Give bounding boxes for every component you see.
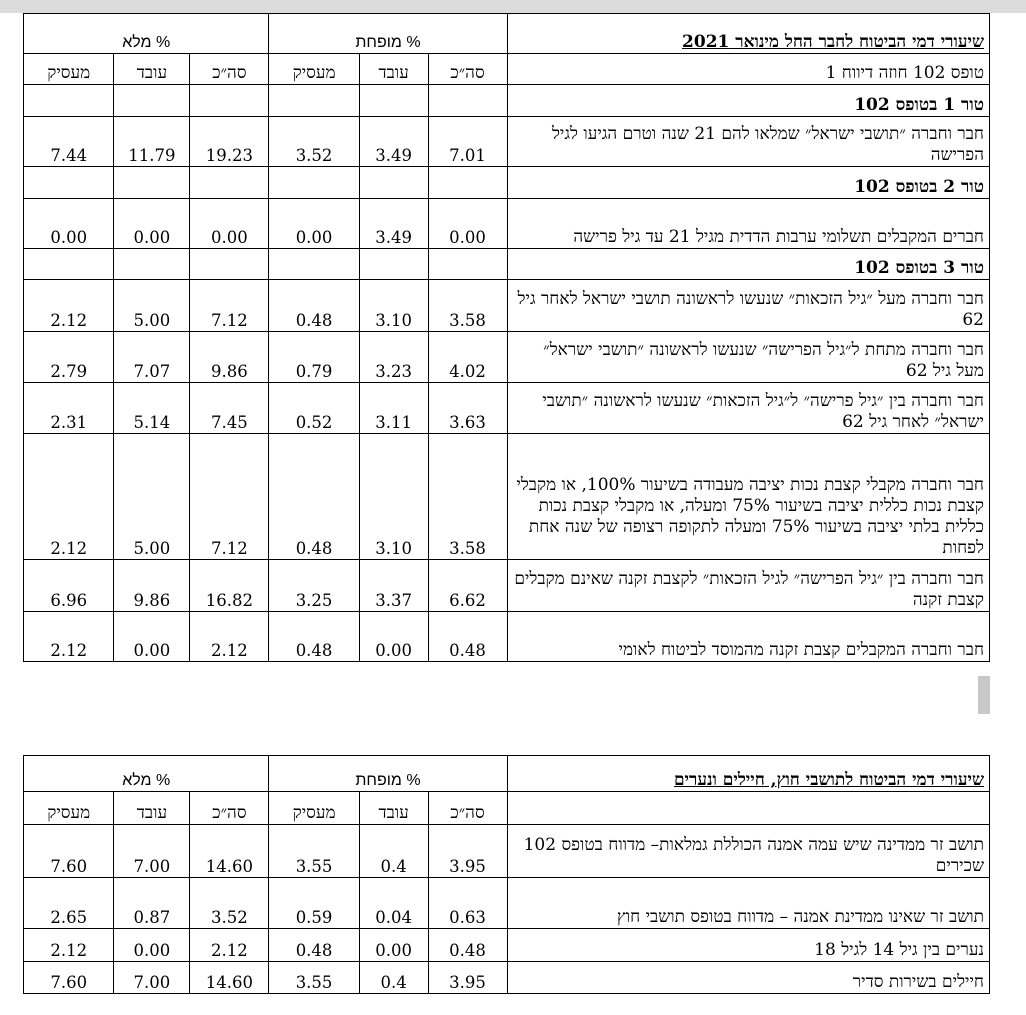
rate-reduced-employer: 3.25: [269, 560, 359, 612]
rate-reduced-employee: 0.00: [359, 612, 428, 662]
table1-column-header-row: [24, 54, 990, 85]
row-label: נערים בין גיל 14 לגיל 18: [507, 929, 989, 962]
empty-cell: [190, 167, 269, 199]
table1-title: שיעורי דמי הביטוח לחבר החל מינואר 2021: [507, 14, 989, 54]
rate-reduced-employee: 3.10: [359, 280, 428, 332]
section-label: טור 2 בטופס 102: [507, 167, 989, 199]
rate-full-employer: 7.44: [24, 117, 114, 167]
rate-reduced-employee: 3.37: [359, 560, 428, 612]
rate-full-employer: 2.12: [24, 612, 114, 662]
rate-reduced-employee: 3.49: [359, 117, 428, 167]
table-row: [24, 332, 990, 383]
table-row: [24, 962, 990, 994]
rate-full-employee: 11.79: [114, 117, 190, 167]
table-row: [24, 825, 990, 878]
window-top-bar: [0, 0, 1026, 13]
empty-header-cell: [507, 792, 989, 825]
scrollbar-thumb[interactable]: [978, 676, 990, 714]
rate-reduced-total: 6.62: [428, 560, 507, 612]
empty-cell: [24, 249, 114, 280]
rate-reduced-employee: 0.4: [359, 962, 428, 994]
rate-reduced-employer: 0.48: [269, 612, 359, 662]
table-row: [24, 199, 990, 249]
row-label: תושב זר שאינו ממדינת אמנה – מדווח בטופס תושבי חוץ: [507, 878, 989, 929]
rates-table-foreign: [23, 755, 990, 994]
table2-title: שיעורי דמי הביטוח לתושבי חוץ, חיילים ונערים: [507, 756, 989, 792]
empty-cell: [24, 85, 114, 117]
rate-full-employer: 2.12: [24, 434, 114, 560]
rate-full-total: 0.00: [190, 199, 269, 249]
col-header-full-employer: מעסיק: [24, 792, 114, 825]
rate-full-employee: 0.00: [114, 612, 190, 662]
section-header-row: [24, 249, 990, 280]
rate-reduced-total: 0.63: [428, 878, 507, 929]
rate-full-employer: 2.12: [24, 929, 114, 962]
row-label: חבר וחברה מעל ״גיל הזכאות״ שנעשו לראשונה תושבי ישראל לאחר גיל 62: [507, 280, 989, 332]
empty-cell: [428, 85, 507, 117]
empty-cell: [359, 85, 428, 117]
rate-reduced-employer: 3.55: [269, 825, 359, 878]
rate-full-employee: 7.07: [114, 332, 190, 383]
empty-cell: [428, 249, 507, 280]
table-row: [24, 612, 990, 662]
rate-full-employee: 0.00: [114, 199, 190, 249]
col-header-full-employer: מעסיק: [24, 54, 114, 85]
rate-full-employee: 5.00: [114, 434, 190, 560]
rate-full-total: 7.45: [190, 383, 269, 434]
col-header-reduced-employee: עובד: [359, 54, 428, 85]
full-group-header: % מלא: [24, 756, 269, 792]
rate-full-employee: 5.14: [114, 383, 190, 434]
section-header-row: [24, 167, 990, 199]
rate-reduced-total: 0.48: [428, 612, 507, 662]
rate-full-employer: 2.65: [24, 878, 114, 929]
empty-cell: [359, 249, 428, 280]
reduced-group-header: % מופחת: [269, 14, 507, 54]
section-header-row: [24, 85, 990, 117]
row-label: תושב זר ממדינה שיש עמה אמנה הכוללת גמלאות– מדווח בטופס 102 שכירים: [507, 825, 989, 878]
rate-reduced-total: 4.02: [428, 332, 507, 383]
col-header-reduced-employee: עובד: [359, 792, 428, 825]
table1-group-header-row: [24, 14, 990, 54]
rate-reduced-employee: 0.04: [359, 878, 428, 929]
rate-reduced-employee: 3.11: [359, 383, 428, 434]
rate-full-total: 19.23: [190, 117, 269, 167]
empty-cell: [428, 167, 507, 199]
empty-cell: [114, 85, 190, 117]
rate-reduced-total: 0.48: [428, 929, 507, 962]
rate-reduced-total: 3.58: [428, 280, 507, 332]
table-row: [24, 929, 990, 962]
col-header-reduced-employer: מעסיק: [269, 792, 359, 825]
empty-cell: [269, 85, 359, 117]
rate-full-employee: 7.00: [114, 962, 190, 994]
rate-full-employer: 7.60: [24, 825, 114, 878]
table2-column-header-row: [24, 792, 990, 825]
col-header-full-employee: עובד: [114, 792, 190, 825]
rate-full-total: 2.12: [190, 929, 269, 962]
rate-full-employer: 2.31: [24, 383, 114, 434]
rate-reduced-employer: 0.48: [269, 434, 359, 560]
table-row: [24, 383, 990, 434]
rate-reduced-total: 3.58: [428, 434, 507, 560]
rate-reduced-employee: 3.23: [359, 332, 428, 383]
rate-reduced-employer: 3.52: [269, 117, 359, 167]
row-label: חבר וחברה המקבלים קצבת זקנה מהמוסד לביטוח לאומי: [507, 612, 989, 662]
rate-full-employee: 5.00: [114, 280, 190, 332]
row-label: חיילים בשירות סדיר: [507, 962, 989, 994]
rate-full-employer: 6.96: [24, 560, 114, 612]
col-header-full-employee: עובד: [114, 54, 190, 85]
row-label: חבר וחברה בין ״גיל פרישה״ ל״גיל הזכאות״ שנעשו לראשונה ״תושבי ישראל״ לאחר גיל 62: [507, 383, 989, 434]
col-header-reduced-employer: מעסיק: [269, 54, 359, 85]
table-row: [24, 117, 990, 167]
empty-cell: [114, 249, 190, 280]
rate-reduced-employer: 0.48: [269, 280, 359, 332]
col-header-full-total: סה״כ: [190, 54, 269, 85]
row-label: חבר וחברה ״תושבי ישראל״ שמלאו להם 21 שנה וטרם הגיעו לגיל הפרישה: [507, 117, 989, 167]
rate-reduced-total: 3.95: [428, 962, 507, 994]
rate-full-total: 3.52: [190, 878, 269, 929]
rate-full-total: 14.60: [190, 825, 269, 878]
rate-full-total: 7.12: [190, 280, 269, 332]
rate-full-employer: 0.00: [24, 199, 114, 249]
section-label: טור 3 בטופס 102: [507, 249, 989, 280]
rate-reduced-employee: 3.49: [359, 199, 428, 249]
rate-reduced-employer: 0.00: [269, 199, 359, 249]
rate-full-employee: 0.00: [114, 929, 190, 962]
rate-reduced-employer: 3.55: [269, 962, 359, 994]
rate-reduced-employer: 0.79: [269, 332, 359, 383]
reduced-group-header: % מופחת: [269, 756, 507, 792]
col-header-reduced-total: סה״כ: [428, 54, 507, 85]
rate-full-employer: 7.60: [24, 962, 114, 994]
empty-cell: [190, 85, 269, 117]
rate-reduced-total: 3.95: [428, 825, 507, 878]
rate-full-total: 2.12: [190, 612, 269, 662]
empty-cell: [269, 167, 359, 199]
empty-cell: [269, 249, 359, 280]
col-header-reduced-total: סה״כ: [428, 792, 507, 825]
table-row: [24, 434, 990, 560]
row-label: חבר וחברה מתחת ל״גיל הפרישה״ שנעשו לראשונה ״תושבי ישראל״ מעל גיל 62: [507, 332, 989, 383]
row-label: חבר וחברה בין ״גיל הפרישה״ לגיל הזכאות״ לקצבת זקנה שאינם מקבלים קצבת זקנה: [507, 560, 989, 612]
rate-reduced-total: 0.00: [428, 199, 507, 249]
table-row: [24, 560, 990, 612]
rate-reduced-employee: 0.00: [359, 929, 428, 962]
rate-full-total: 16.82: [190, 560, 269, 612]
row-label: חברים המקבלים תשלומי ערבות הדדית מגיל 21 עד גיל פרישה: [507, 199, 989, 249]
rate-reduced-total: 3.63: [428, 383, 507, 434]
table2-group-header-row: [24, 756, 990, 792]
rate-reduced-employee: 0.4: [359, 825, 428, 878]
empty-cell: [359, 167, 428, 199]
rate-reduced-employee: 3.10: [359, 434, 428, 560]
table-row: [24, 280, 990, 332]
empty-cell: [24, 167, 114, 199]
rate-full-employee: 9.86: [114, 560, 190, 612]
section-label: טור 1 בטופס 102: [507, 85, 989, 117]
rate-full-employee: 0.87: [114, 878, 190, 929]
rate-full-employer: 2.12: [24, 280, 114, 332]
rate-full-total: 9.86: [190, 332, 269, 383]
empty-cell: [114, 167, 190, 199]
rate-full-total: 7.12: [190, 434, 269, 560]
rate-reduced-employer: 0.59: [269, 878, 359, 929]
col-header-full-total: סה״כ: [190, 792, 269, 825]
full-group-header: % מלא: [24, 14, 269, 54]
form-label: טופס 102 חוזה דיווח 1: [507, 54, 989, 85]
row-label: חבר וחברה מקבלי קצבת נכות יציבה מעבודה בשיעור 100%, או מקבלי קצבת נכות כללית יציבה בשיעור 75% ומעלה, או מקבלי קצבת נכות כללית בלתי יציבה בשיעור 75% ומעלה לתקופה רצופה של שנה אחת לפחות: [507, 434, 989, 560]
empty-cell: [190, 249, 269, 280]
rates-table-members: [23, 13, 990, 662]
rate-reduced-employer: 0.52: [269, 383, 359, 434]
rate-reduced-total: 7.01: [428, 117, 507, 167]
rate-full-employer: 2.79: [24, 332, 114, 383]
rate-full-total: 14.60: [190, 962, 269, 994]
table-row: [24, 878, 990, 929]
rate-full-employee: 7.00: [114, 825, 190, 878]
rate-reduced-employer: 0.48: [269, 929, 359, 962]
